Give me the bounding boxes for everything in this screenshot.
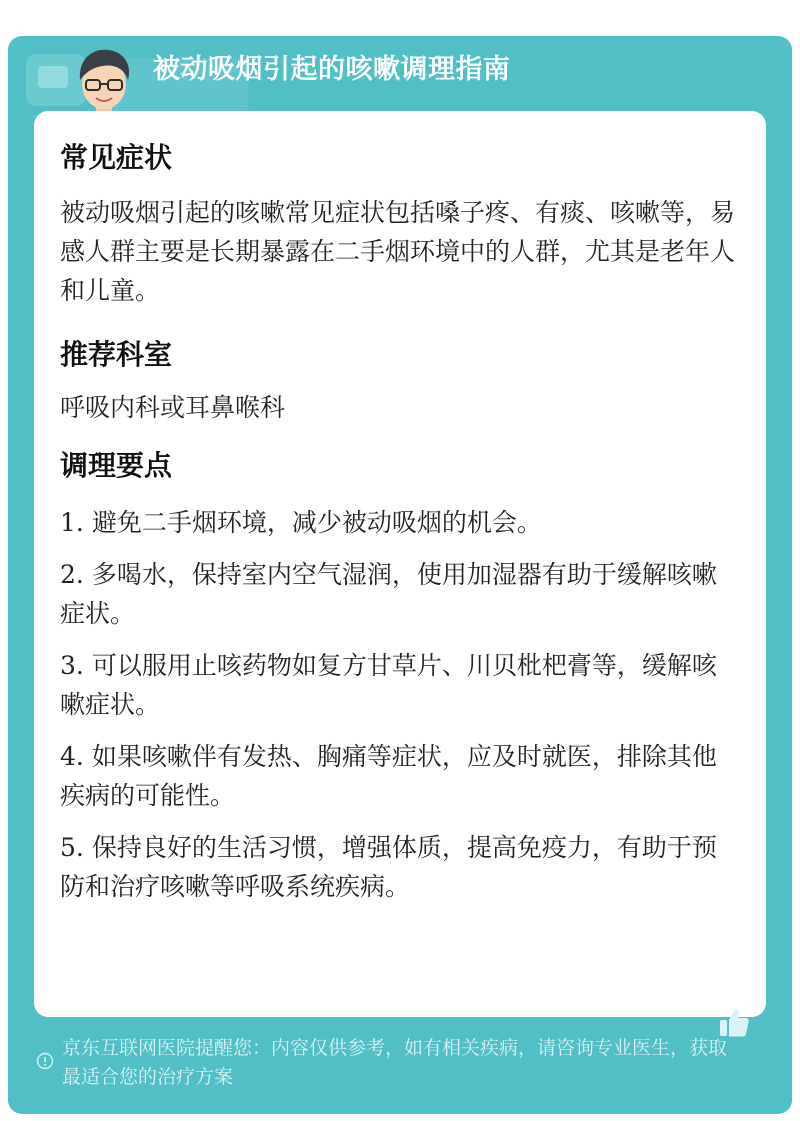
section-title-department: 推荐科室 (60, 338, 173, 371)
list-item-text: 多喝水，保持室内空气湿润，使用加湿器有助于缓解咳嗽症状。 (60, 560, 717, 628)
list-item-text: 可以服用止咳药物如复方甘草片、川贝枇杷膏等，缓解咳嗽症状。 (60, 651, 717, 719)
list-item-text: 如果咳嗽伴有发热、胸痛等症状，应及时就医，排除其他疾病的可能性。 (60, 742, 717, 810)
section-title-care: 调理要点 (60, 449, 173, 482)
list-item (60, 503, 740, 542)
list-item-number: 5. (60, 833, 84, 862)
list-item-number: 1. (60, 508, 84, 537)
list-item-number: 3. (60, 651, 84, 680)
page-title: 被动吸烟引起的咳嗽调理指南 (153, 54, 511, 85)
disclaimer-text: 京东互联网医院提醒您：内容仅供参考，如有相关疾病，请咨询专业医生，获取最适合您的治疗方案 (62, 1037, 728, 1088)
section-title-symptoms: 常见症状 (60, 141, 173, 174)
list-item (60, 737, 740, 815)
content-panel (34, 111, 766, 1017)
list-item-number: 2. (60, 560, 84, 589)
list-item-number: 4. (60, 742, 84, 771)
symptoms-text: 被动吸烟引起的咳嗽常见症状包括嗓子疼、有痰、咳嗽等，易感人群主要是长期暴露在二手烟环境中的人群，尤其是老年人和儿童。 (60, 198, 736, 305)
department-text: 呼吸内科或耳鼻喉科 (60, 393, 286, 422)
list-item (60, 828, 740, 906)
list-item (60, 646, 740, 724)
list-item (60, 555, 740, 633)
list-item-text: 保持良好的生活习惯，增强体质，提高免疫力，有助于预防和治疗咳嗽等呼吸系统疾病。 (60, 833, 717, 901)
thumbs-up-icon[interactable] (717, 1006, 751, 1040)
info-icon (36, 1052, 54, 1070)
list-item-text: 避免二手烟环境，减少被动吸烟的机会。 (91, 508, 542, 537)
care-list (60, 503, 740, 906)
footer (36, 1034, 726, 1094)
